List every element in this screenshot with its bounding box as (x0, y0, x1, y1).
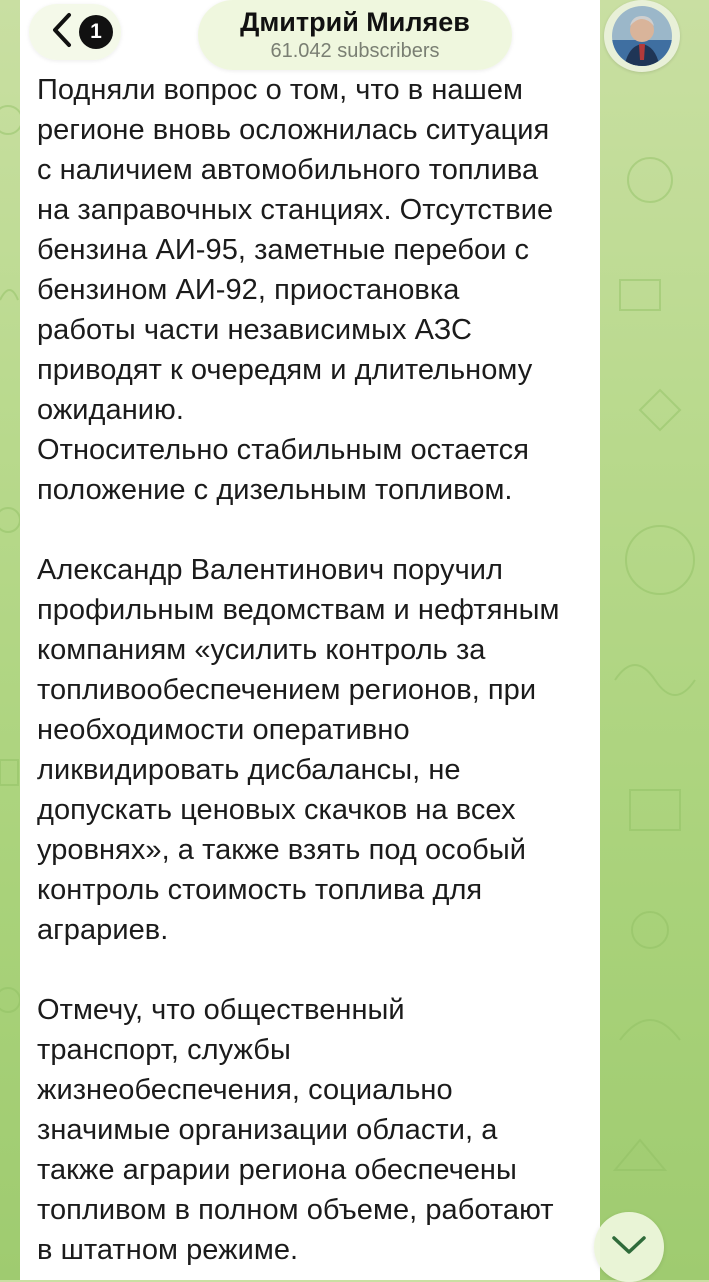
avatar-image (610, 4, 674, 68)
back-button[interactable] (29, 4, 121, 60)
channel-name: Дмитрий Миляев (240, 7, 470, 37)
channel-avatar[interactable] (604, 0, 680, 72)
chevron-left-icon (51, 12, 73, 53)
subscriber-count: 61.042 subscribers (270, 40, 440, 62)
scroll-to-bottom-button[interactable] (594, 1212, 664, 1282)
message-text: Подняли вопрос о том, что в нашем регионе вновь осложнилась ситуация с наличием автомобильного топлива на заправочных станциях. Отсутствие бензина АИ-95, заметные перебои с бензином АИ-92, приостановка работы части независимых АЗС приводят к очередям и длительному ожиданию. Относительно стабильным остается положение с дизельным топливом. Александр Валентинович поручил профильным ведомствам и нефтяным компаниям «усилить контроль за топливообеспечением регионов, при необходимости оперативно ликвидировать дисбалансы, не допускать ценовых скачков на всех уровнях», а также взять под особый контроль стоимость топлива для аграриев. Отмечу, что общественный транспорт, службы жизнеобеспечения, социально значимые организации области, а также аграрии региона обеспечены топливом в полном объеме, работают в штатном режиме. (37, 74, 560, 1266)
message-bubble (20, 0, 600, 1280)
unread-count-badge: 1 (79, 15, 113, 49)
chevron-down-icon (611, 1234, 647, 1261)
channel-header[interactable] (198, 0, 512, 70)
